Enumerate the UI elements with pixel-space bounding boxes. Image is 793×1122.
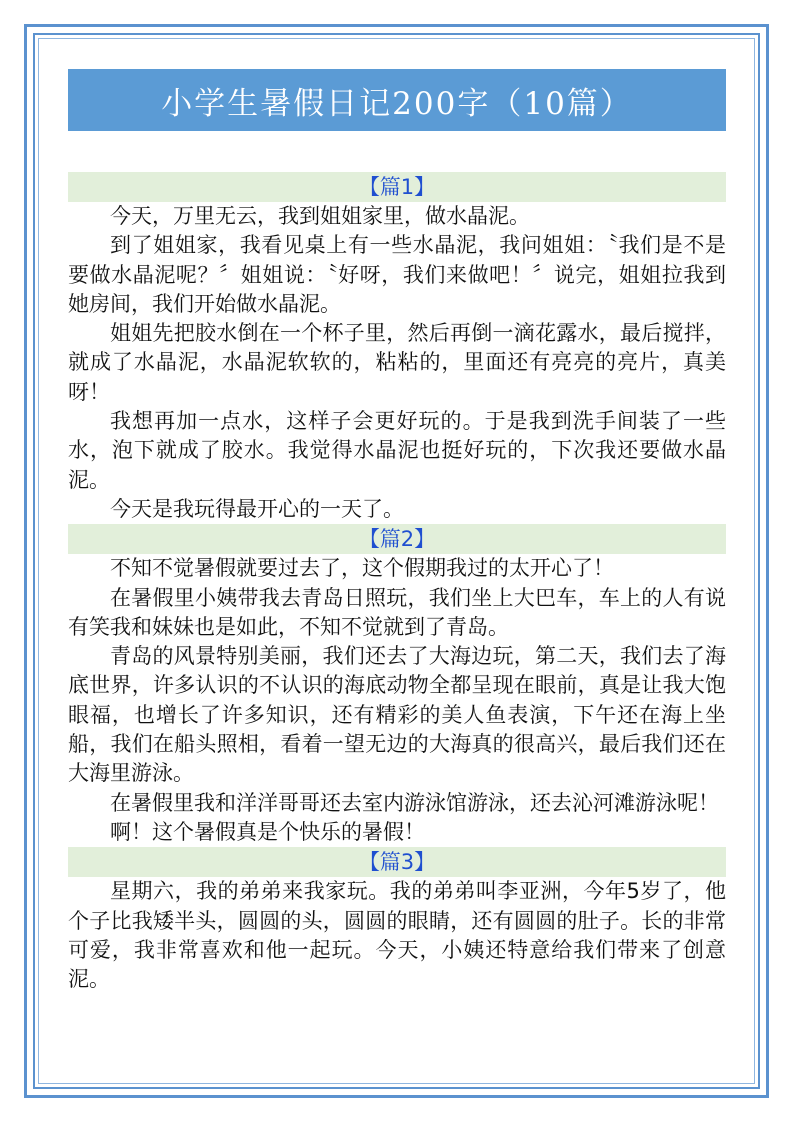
section-heading-1: 【篇1】 — [68, 172, 726, 202]
paragraph: 今天，万里无云，我到姐姐家里，做水晶泥。 — [110, 204, 530, 228]
paragraph: 今天是我玩得最开心的一天了。 — [110, 496, 404, 521]
document-body — [68, 172, 726, 994]
paragraph: 到了姐姐家，我看见桌上有一些水晶泥，我问姐姐：〝我们是不是要做水晶泥呢？〞姐姐说：〝好呀，我们来做吧！〞说完，姐姐拉我到她房间，我们开始做水晶泥。 — [68, 233, 726, 316]
paragraph: 啊！这个暑假真是个快乐的暑假！ — [110, 819, 425, 844]
paragraph: 在暑假里小姨带我去青岛日照玩，我们坐上大巴车，车上的人有说有笑我和妹妹也是如此，不知不觉就到了青岛。 — [68, 585, 726, 639]
document-title: 小学生暑假日记200字（10篇） — [161, 85, 633, 122]
paragraph: 姐姐先把胶水倒在一个杯子里，然后再倒一滴花露水，最后搅拌，就成了水晶泥，水晶泥软软的，粘粘的，里面还有亮亮的亮片，真美呀！ — [68, 321, 726, 404]
title-banner — [68, 69, 726, 131]
section-heading-3: 【篇3】 — [68, 847, 726, 877]
section-heading-2: 【篇2】 — [68, 524, 726, 554]
paragraph: 我想再加一点水，这样子会更好玩的。于是我到洗手间装了一些水，泡下就成了胶水。我觉得水晶泥也挺好玩的，下次我还要做水晶泥。 — [68, 409, 726, 492]
paragraph: 不知不觉暑假就要过去了，这个假期我过的太开心了！ — [110, 556, 614, 581]
paragraph: 星期六，我的弟弟来我家玩。我的弟弟叫李亚洲，今年5岁了，他个子比我矮半头，圆圆的头，圆圆的眼睛，还有圆圆的肚子。长的非常可爱，我非常喜欢和他一起玩。今天，小姨还特意给我们带来了创意泥。 — [68, 879, 726, 992]
paragraph: 青岛的风景特别美丽，我们还去了大海边玩，第二天，我们去了海底世界，许多认识的不认识的海底动物全都呈现在眼前，真是让我大饱眼福，也增长了许多知识，还有精彩的美人鱼表演，下午还在海上坐船，我们在船头照相，看着一望无边的大海真的很高兴，最后我们还在大海里游泳。 — [68, 644, 726, 786]
paragraph: 在暑假里我和洋洋哥哥还去室内游泳馆游泳，还去沁河滩游泳呢！ — [110, 790, 719, 815]
